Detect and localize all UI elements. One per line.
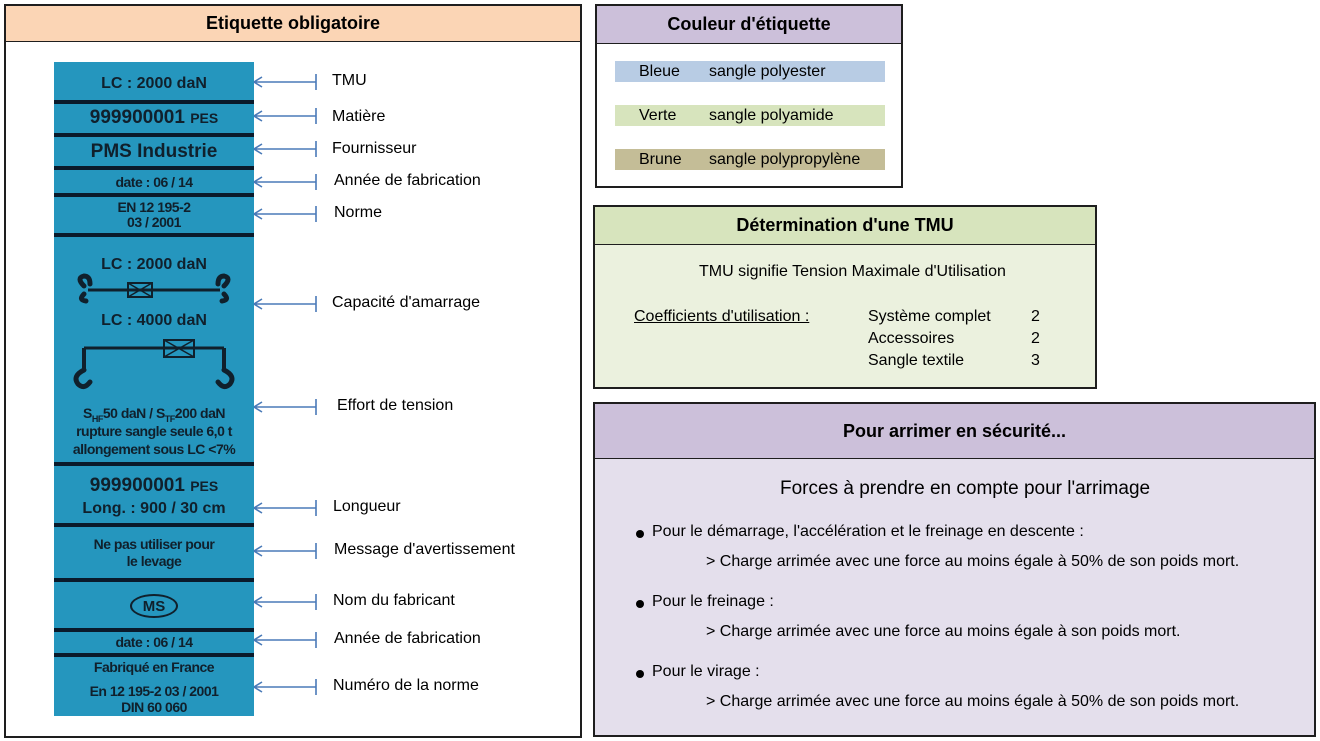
tmu-panel-title: Détermination d'une TMU (595, 207, 1095, 245)
tag-norm-top-2: 03 / 2001 (127, 214, 181, 230)
tag-made-in: Fabriqué en France (93, 659, 215, 675)
annotation-supplier: Fournisseur (332, 140, 417, 157)
color-swatch-brown (615, 149, 885, 170)
tag-supplier: PMS Industrie (90, 141, 218, 162)
tag-norm-bottom-2: DIN 60 060 (121, 699, 187, 715)
maker-logo: MS (130, 594, 178, 618)
label-panel (4, 4, 582, 738)
bullet-icon (636, 600, 644, 608)
tag-lc-u: LC : 4000 daN (101, 312, 207, 329)
color-swatch-blue (615, 61, 885, 82)
safety-bullet-head: Pour le virage : (652, 663, 760, 680)
color-panel-title: Couleur d'étiquette (597, 6, 901, 44)
annotation-capacity: Capacité d'amarrage (332, 294, 481, 311)
bullet-icon (636, 670, 644, 678)
safety-bullet-detail: > Charge arrimée avec une force au moins égale à 50% de son poids mort. (706, 693, 1240, 710)
tag-norm-top-1: EN 12 195-2 (117, 199, 191, 215)
annotation-arrows (6, 6, 580, 736)
tag-warning-2: le levage (126, 553, 182, 569)
annotation-year-bottom: Année de fabrication (334, 630, 481, 647)
tmu-coeff-name: Sangle textile (868, 352, 965, 369)
color-swatch-green (615, 105, 885, 126)
tag-date-bottom: date : 06 / 14 (115, 634, 193, 650)
tag-tension-1: $S_{HF}50$ daN / $S_{TF}200$ daN (83, 405, 225, 424)
safety-bullet-head: Pour le démarrage, l'accélération et le freinage en descente : (652, 523, 1084, 540)
color-desc: sangle polyamide (709, 106, 834, 124)
tag-lc-top: LC : 2000 daN (101, 75, 207, 92)
tmu-coeff-value: 2 (1031, 308, 1040, 325)
safety-bullet-head: Pour le freinage : (652, 593, 774, 610)
safety-bullet-detail: > Charge arrimée avec une force au moins égale à son poids mort. (706, 623, 1181, 640)
tag-code-mid: 999900001 PES (89, 475, 219, 496)
tag-code-top: 999900001 PES (89, 107, 219, 128)
color-desc: sangle polypropylène (709, 150, 861, 168)
tag-date-top: date : 06 / 14 (115, 174, 193, 190)
tmu-coeff-value: 2 (1031, 330, 1040, 347)
color-name: Verte (639, 106, 677, 124)
color-name: Brune (639, 150, 682, 168)
safety-panel (593, 402, 1316, 737)
tmu-coeff-value: 3 (1031, 352, 1040, 369)
tmu-coeff-name: Accessoires (868, 330, 955, 347)
tmu-coeff-label: Coefficients d'utilisation : (634, 308, 810, 325)
tag-warning-1: Ne pas utiliser pour (93, 536, 215, 552)
annotation-year-top: Année de fabrication (334, 172, 481, 189)
annotation-maker: Nom du fabricant (333, 592, 455, 609)
color-desc: sangle polyester (709, 62, 826, 80)
tag-lc-straight: LC : 2000 daN (101, 256, 207, 273)
annotation-tension: Effort de tension (337, 397, 454, 414)
annotation-material: Matière (332, 108, 386, 125)
bullet-icon (636, 530, 644, 538)
label-panel-title: Etiquette obligatoire (6, 6, 580, 42)
annotation-tmu: TMU (332, 72, 367, 89)
safety-panel-title: Pour arrimer en sécurité... (595, 404, 1314, 459)
tmu-meaning: TMU signifie Tension Maximale d'Utilisation (699, 263, 1006, 280)
color-panel (595, 4, 903, 188)
tmu-panel (593, 205, 1097, 389)
tag-tension-3: allongement sous LC <7% (72, 441, 236, 457)
annotation-length: Longueur (333, 498, 401, 515)
tag-length: Long. : 900 / 30 cm (82, 500, 226, 517)
tmu-coeff-name: Système complet (868, 308, 991, 325)
annotation-norm: Norme (334, 204, 383, 221)
safety-bullet-detail: > Charge arrimée avec une force au moins égale à 50% de son poids mort. (706, 553, 1240, 570)
tag-norm-bottom-1: En 12 195-2 03 / 2001 (89, 683, 219, 699)
color-name: Bleue (639, 62, 680, 80)
safety-subtitle: Forces à prendre en compte pour l'arrimage (780, 478, 1151, 499)
annotation-warning: Message d'avertissement (334, 541, 515, 558)
annotation-norm-number: Numéro de la norme (333, 677, 479, 694)
tag-tension-2: rupture sangle seule 6,0 t (76, 423, 232, 439)
